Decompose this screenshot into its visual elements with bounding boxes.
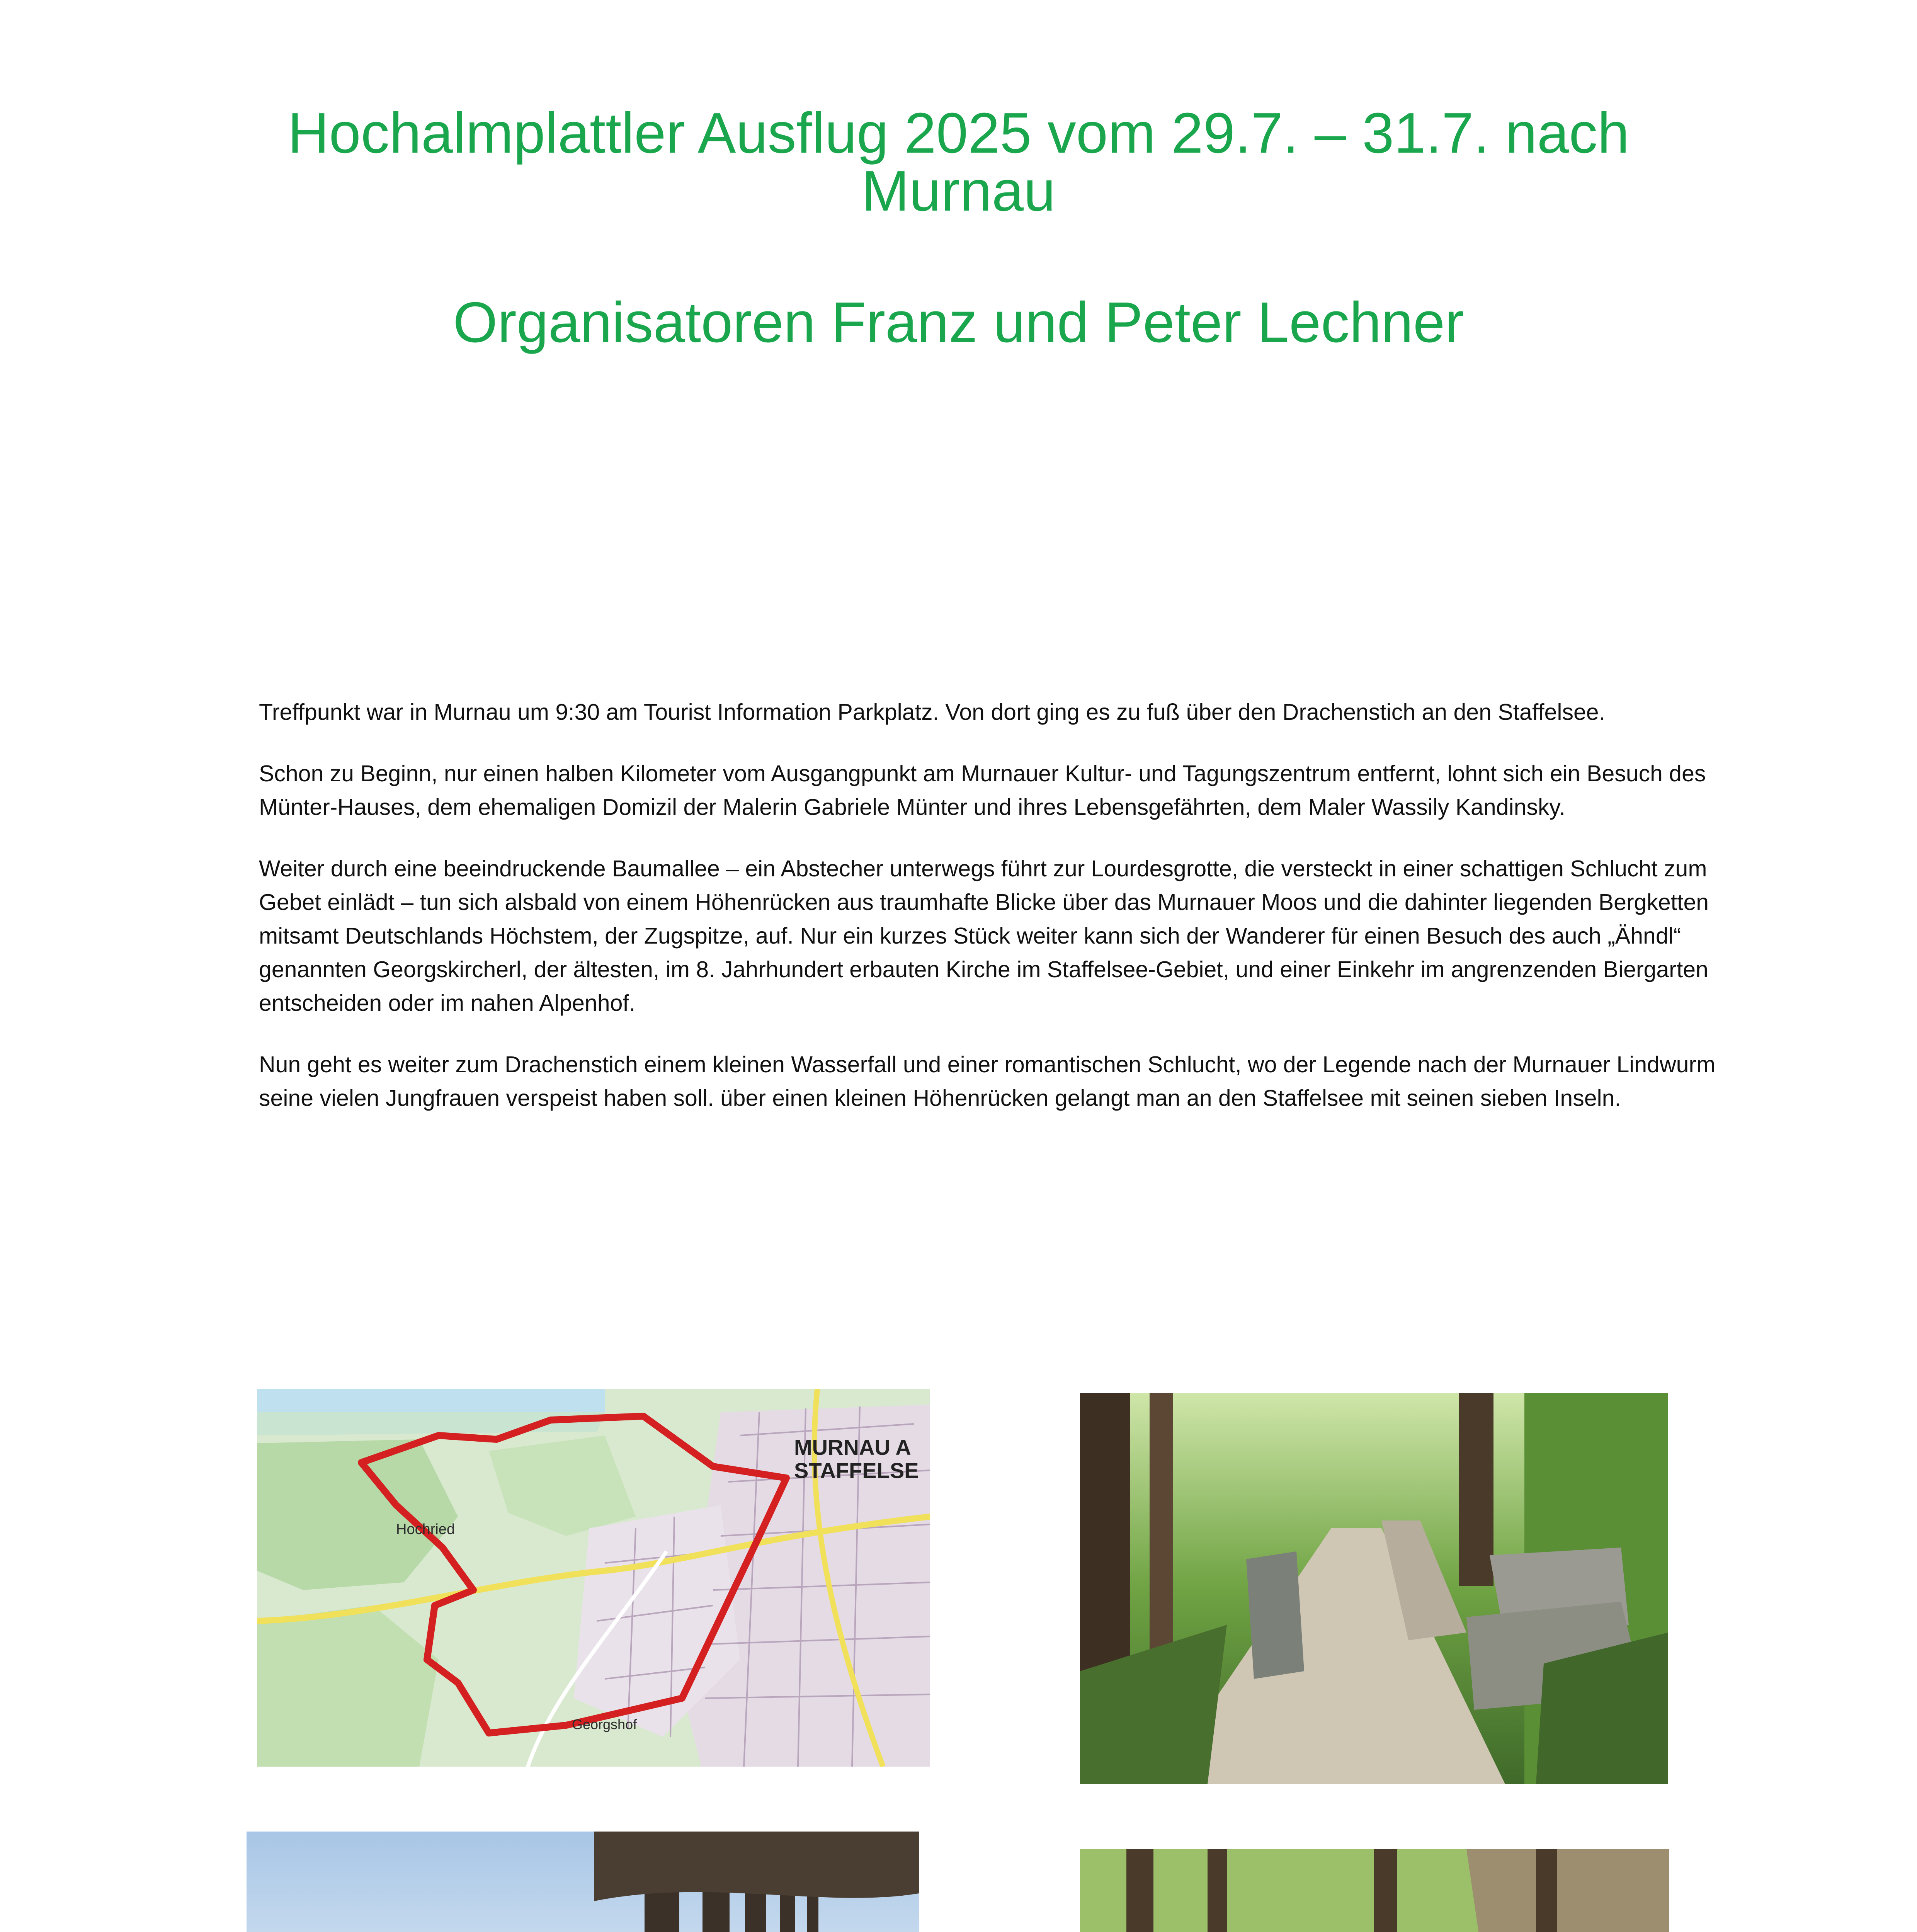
- body-text: [259, 696, 1743, 1143]
- title-line-2: Murnau: [861, 159, 1056, 223]
- ravine-path-photo: [1080, 1849, 1669, 1932]
- page-subtitle: Organisatoren Franz und Peter Lechner: [453, 291, 1464, 354]
- paragraph-drachenstich: Nun geht es weiter zum Drachenstich einem kleinen Wasserfall und einer romantischen Schlucht, wo der Legende nach der Murnauer Lindwurm seine vielen Jungfrauen verspeist haben soll. über einen kleinen Höhenrücken gelangt man an den Staffelsee mit seinen sieben Inseln.: [259, 1052, 1716, 1111]
- tree-avenue-graphic: [247, 1832, 919, 1932]
- map-label-hochried: Hochried: [396, 1521, 455, 1537]
- map-label-georgshof: Georgshof: [572, 1716, 637, 1732]
- ravine-path-graphic: [1080, 1849, 1669, 1932]
- title-line-1: Hochalmplattler Ausflug 2025 vom 29.7. – 31.7. nach: [287, 101, 1630, 165]
- route-map-graphic: [257, 1389, 930, 1767]
- forest-path-bench-graphic: [1080, 1393, 1668, 1784]
- forest-path-bench-photo: [1080, 1393, 1668, 1784]
- tree-avenue-photo: [247, 1832, 919, 1932]
- page-title: [0, 101, 1917, 223]
- paragraph-meeting-point: Treffpunkt war in Murnau um 9:30 am Tourist Information Parkplatz. Von dort ging es zu fuß über den Drachenstich an den Staffelsee.: [259, 699, 1605, 725]
- route-map-image: [257, 1389, 930, 1767]
- map-label-staffelsee: STAFFELSE: [794, 1458, 919, 1483]
- paragraph-tree-avenue: Weiter durch eine beeindruckende Baumallee – ein Abstecher unterwegs führt zur Lourdesgrotte, die versteckt in einer schattigen Schlucht zum Gebet einlädt – tun sich alsbald von einem Höhenrücken aus traumhafte Blicke über das Murnauer Moos und die dahinter liegenden Bergketten mitsamt Deutschlands Höchstem, der Zugspitze, auf. Nur ein kurzes Stück weiter kann sich der Wanderer für einen Besuch des auch „Ähndl“ genannten Georgskircherl, der ältesten, im 8. Jahrhundert erbauten Kirche im Staffelsee-Gebiet, und einer Einkehr im angrenzenden Biergarten entscheiden oder im nahen Alpenhof.: [259, 856, 1709, 1016]
- map-label-murnau: MURNAU A: [794, 1435, 911, 1459]
- paragraph-muenter-house: Schon zu Beginn, nur einen halben Kilometer vom Ausgangpunkt am Murnauer Kultur- und Tagungszentrum entfernt, lohnt sich ein Besuch des Münter-Hauses, dem ehemaligen Domizil der Malerin Gabriele Münter und ihres Lebensgefährten, dem Maler Wassily Kandinsky.: [259, 761, 1706, 820]
